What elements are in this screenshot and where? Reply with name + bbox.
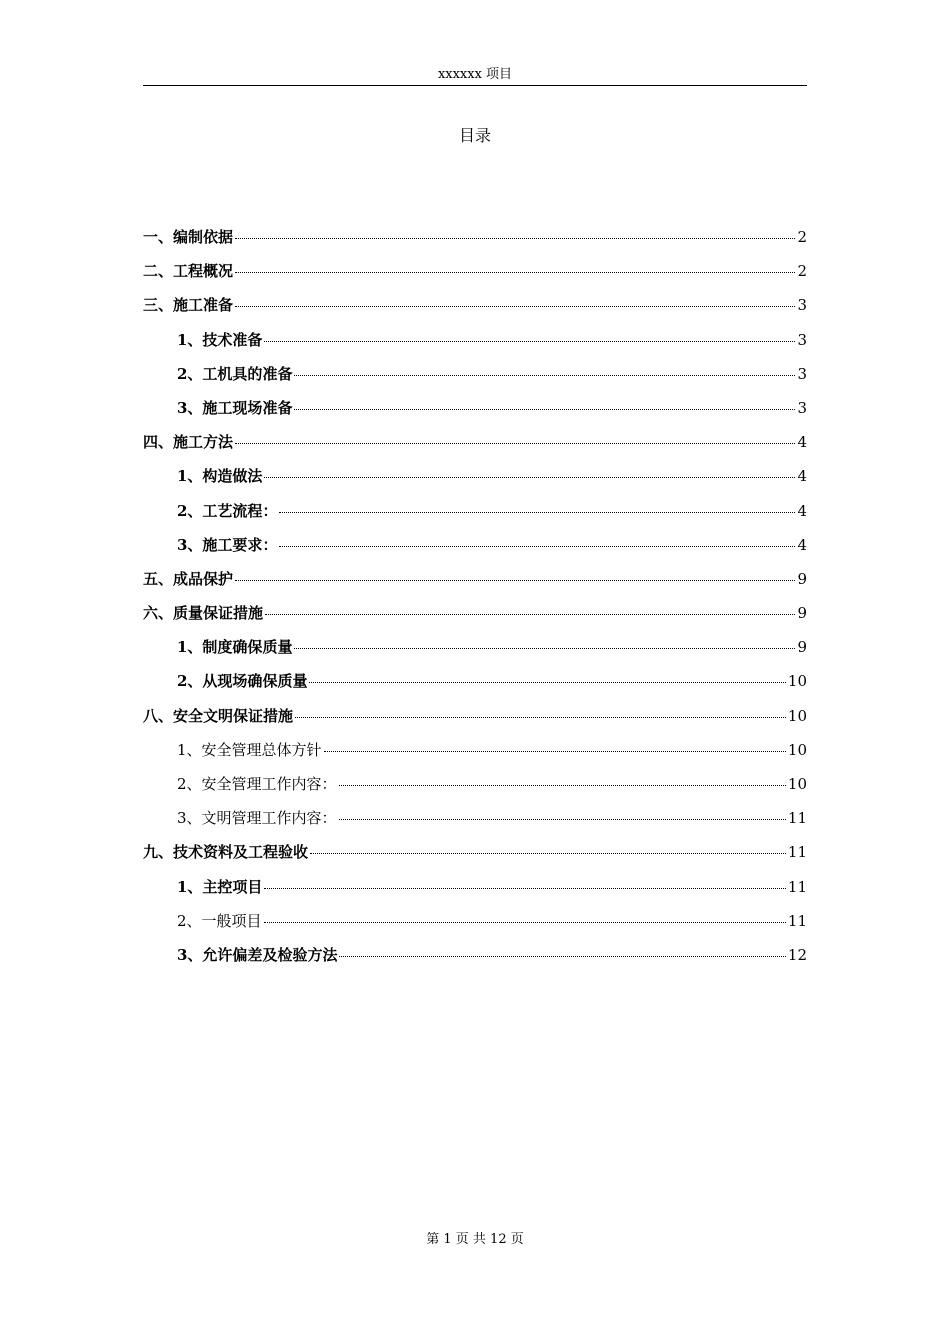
toc-dot-leader — [265, 614, 795, 615]
toc-entry-page-number: 3 — [797, 398, 807, 417]
toc-entry-page-number: 10 — [787, 672, 807, 691]
toc-dot-leader — [339, 819, 786, 820]
toc-entry[interactable] — [143, 944, 807, 978]
toc-dot-leader — [279, 546, 795, 547]
toc-entry[interactable] — [143, 807, 807, 841]
toc-entry-page-number: 9 — [797, 638, 807, 657]
toc-entry-label: 1、制度确保质量 — [177, 638, 293, 657]
toc-entry-page-number: 4 — [797, 467, 807, 486]
toc-entry-label: 一、编制依据 — [143, 228, 234, 246]
toc-entry-label: 3、允许偏差及检验方法 — [177, 945, 338, 964]
toc-entry[interactable] — [143, 260, 807, 294]
toc-entry-label: 三、施工准备 — [143, 296, 234, 315]
toc-dot-leader — [264, 888, 785, 889]
toc-entry-page-number: 11 — [787, 843, 807, 862]
toc-dot-leader — [295, 717, 786, 718]
toc-dot-leader — [309, 682, 785, 683]
toc-entry-label: 2、一般项目 — [177, 911, 262, 930]
toc-entry[interactable] — [143, 841, 807, 875]
header-rule — [143, 85, 807, 86]
toc-entry-page-number: 10 — [787, 775, 807, 793]
toc-entry-page-number: 2 — [797, 262, 807, 281]
toc-entry[interactable] — [143, 636, 807, 670]
toc-entry-page-number: 10 — [787, 706, 807, 725]
toc-entry-label: 1、技术准备 — [177, 330, 263, 349]
toc-entry[interactable] — [143, 568, 807, 602]
toc-dot-leader — [235, 580, 795, 581]
toc-entry-label: 2、安全管理工作内容： — [177, 775, 337, 793]
toc-dot-leader — [264, 477, 795, 478]
toc-entry[interactable] — [143, 670, 807, 704]
toc-entry[interactable] — [143, 329, 807, 363]
toc-entry[interactable] — [143, 876, 807, 910]
toc-dot-leader — [264, 341, 795, 342]
toc-entry-page-number: 11 — [787, 809, 807, 828]
toc-entry-label: 3、施工要求： — [177, 535, 278, 554]
toc-dot-leader — [235, 238, 795, 239]
toc-entry-page-number: 12 — [787, 945, 807, 964]
toc-entry-label: 1、构造做法 — [177, 467, 263, 486]
toc-title: 目录 — [458, 126, 491, 145]
toc-entry-page-number: 3 — [797, 364, 807, 383]
table-of-contents — [143, 226, 807, 978]
toc-dot-leader — [310, 853, 786, 854]
toc-entry[interactable] — [143, 910, 807, 944]
toc-dot-leader — [294, 375, 795, 376]
toc-dot-leader — [235, 272, 795, 273]
toc-entry-label: 五、成品保护 — [143, 569, 234, 588]
toc-entry-label: 1、主控项目 — [177, 877, 263, 896]
toc-entry-label: 2、工艺流程： — [177, 501, 278, 520]
toc-entry-page-number: 11 — [787, 877, 807, 896]
toc-entry-page-number: 9 — [797, 569, 807, 588]
toc-entry-page-number: 4 — [797, 535, 807, 554]
toc-entry-page-number: 9 — [797, 604, 807, 623]
toc-dot-leader — [294, 648, 795, 649]
toc-entry[interactable] — [143, 739, 807, 773]
toc-entry-label: 八、安全文明保证措施 — [143, 706, 294, 725]
toc-entry[interactable] — [143, 397, 807, 431]
toc-entry[interactable] — [143, 534, 807, 568]
toc-entry-page-number: 3 — [797, 330, 807, 349]
toc-entry[interactable] — [143, 465, 807, 499]
toc-entry[interactable] — [143, 705, 807, 739]
toc-entry[interactable] — [143, 773, 807, 807]
toc-entry-label: 二、工程概况 — [143, 262, 234, 281]
toc-entry-label: 3、施工现场准备 — [177, 398, 293, 417]
toc-dot-leader — [235, 306, 795, 307]
toc-dot-leader — [294, 409, 795, 410]
toc-entry-label: 六、质量保证措施 — [143, 604, 264, 623]
toc-entry-page-number: 4 — [797, 501, 807, 520]
toc-entry[interactable] — [143, 500, 807, 534]
page-footer: 第 1 页 共 12 页 — [426, 1232, 524, 1247]
toc-entry-page-number: 2 — [797, 228, 807, 246]
toc-entry-page-number: 11 — [787, 911, 807, 930]
toc-entry-page-number: 10 — [787, 740, 807, 759]
toc-entry-label: 九、技术资料及工程验收 — [143, 843, 309, 862]
toc-entry-label: 四、施工方法 — [143, 433, 234, 452]
toc-entry[interactable] — [143, 602, 807, 636]
toc-entry[interactable] — [143, 363, 807, 397]
toc-entry-page-number: 3 — [797, 296, 807, 315]
toc-entry-label: 1、安全管理总体方针 — [177, 740, 322, 759]
toc-entry[interactable] — [143, 226, 807, 260]
toc-dot-leader — [235, 443, 795, 444]
toc-entry-page-number: 4 — [797, 433, 807, 452]
toc-dot-leader — [324, 751, 786, 752]
toc-entry-label: 2、工机具的准备 — [177, 364, 293, 383]
toc-dot-leader — [339, 785, 786, 786]
toc-entry-label: 3、文明管理工作内容： — [177, 809, 337, 828]
toc-entry[interactable] — [143, 431, 807, 465]
toc-dot-leader — [264, 922, 786, 923]
toc-entry[interactable] — [143, 294, 807, 328]
toc-dot-leader — [339, 956, 785, 957]
page-header: xxxxxx 项目 — [437, 67, 513, 82]
toc-dot-leader — [279, 512, 795, 513]
toc-entry-label: 2、从现场确保质量 — [177, 672, 308, 691]
